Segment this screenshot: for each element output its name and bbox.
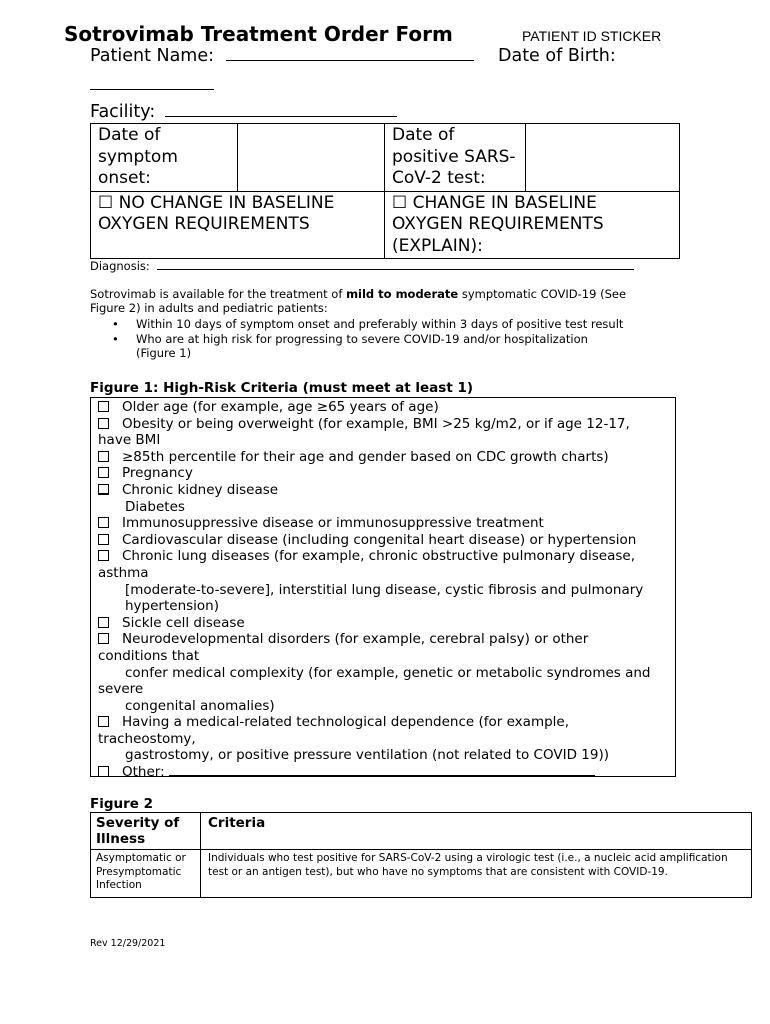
diagnosis-row [90,259,634,274]
change-checkbox[interactable]: ☐ [392,192,408,213]
checkbox[interactable] [98,534,109,545]
severity-header: Severity of Illness [91,813,201,850]
revision-date: Rev 12/29/2021 [90,938,166,949]
form-title: Sotrovimab Treatment Order Form [64,22,453,46]
checkbox[interactable] [98,766,109,777]
criterion-text: severe [98,681,144,698]
figure1-title: Figure 1: High-Risk Criteria (must meet at least 1) [90,380,474,396]
criterion-cardiovascular: Cardiovascular disease (including congenital heart disease) or hypertension [98,532,668,549]
criterion-text: congenital anomalies) [125,697,275,714]
bullet-item-2: • Who are at high risk for progressing to severe COVID-19 and/or hospitalization (Figure 1) [112,331,588,360]
diagnosis-field[interactable] [157,268,634,270]
checkbox[interactable] [98,451,109,462]
dob-field[interactable] [90,89,214,90]
checkbox[interactable] [98,517,109,528]
dob-label: Date of Birth: [498,46,616,66]
change-label: CHANGE IN BASELINE OXYGEN REQUIREMENTS (EXPLAIN): [392,192,604,256]
criterion-text: confer medical complexity (for example, genetic or metabolic syndromes and [125,664,651,681]
bullet-item-1: • Within 10 days of symptom onset and preferably within 3 days of positive test result [112,317,624,331]
patient-name-row [90,46,474,66]
severity-table [90,812,752,898]
criterion-obesity: Obesity or being overweight (for example, BMI >25 kg/m2, or if age 12-17, [98,416,668,433]
patient-name-label: Patient Name: [90,46,215,66]
intro-line-1: Sotrovimab is available for the treatment of mild to moderate symptomatic COVID-19 (See [90,287,627,301]
checkbox[interactable] [98,484,109,495]
intro-line-2: Figure 2) in adults and pediatric patients: [90,301,328,315]
positive-test-label: Date of positive SARS-CoV-2 test: [385,124,526,192]
checkbox[interactable] [98,401,109,412]
criteria-header: Criteria [201,813,752,850]
no-change-checkbox[interactable]: ☐ [98,192,114,213]
criterion-immunosuppressive: Immunosuppressive disease or immunosuppressive treatment [98,515,668,532]
criterion-text: gastrostomy, or positive pressure ventilation (not related to COVID 19)) [125,747,609,764]
checkbox[interactable] [98,418,109,429]
criterion-pregnancy: Pregnancy [98,465,668,482]
facility-label: Facility: [90,102,156,122]
criterion-kidney-disease: Chronic kidney disease [98,482,668,499]
criteria-bullet-list [108,317,623,361]
criterion-tech-dependence: Having a medical-related technological dependence (for example, [98,714,668,731]
criterion-sickle-cell: Sickle cell disease [98,615,668,632]
severity-cell: Asymptomatic or Presymptomatic Infection [91,850,201,898]
criterion-text: asthma [98,564,149,581]
criteria-cell: Individuals who test positive for SARS-CoV-2 using a virologic test (i.e., a nucleic acid amplification test or an antigen test), but who have no symptoms that are consistent with COVID-19. [201,850,752,898]
criterion-text: [moderate-to-severe], interstitial lung disease, cystic fibrosis and pulmonary [125,581,644,598]
other-field[interactable] [169,774,595,776]
figure2-title: Figure 2 [90,796,154,812]
criterion-chronic-lung: Chronic lung diseases (for example, chronic obstructive pulmonary disease, [98,548,668,565]
bullet-dot: • [112,331,119,346]
facility-field[interactable] [165,115,397,117]
criterion-text: hypertension) [125,598,219,615]
criterion-older-age: Older age (for example, age ≥65 years of age) [98,399,668,416]
checkbox[interactable] [98,617,109,628]
positive-test-field[interactable] [526,124,680,192]
checkbox[interactable] [98,716,109,727]
criterion-text: conditions that [98,647,200,664]
criterion-text: have BMI [98,432,161,449]
symptom-onset-label: Date of symptom onset: [91,124,238,192]
intro-bold: mild to moderate [346,287,459,301]
facility-row [90,102,397,122]
checkbox[interactable] [98,633,109,644]
change-oxygen-cell[interactable] [385,191,680,259]
high-risk-criteria-box [90,397,676,781]
patient-name-field[interactable] [226,59,474,61]
checkbox[interactable] [98,467,109,478]
bullet-dot: • [112,317,119,331]
criterion-diabetes: Diabetes [125,498,185,515]
diagnosis-label: Diagnosis: [90,259,150,273]
no-change-oxygen-cell[interactable] [91,191,385,259]
patient-id-sticker-label: PATIENT ID STICKER [522,28,662,44]
patient-info-table [90,123,680,259]
no-change-label: NO CHANGE IN BASELINE OXYGEN REQUIREMENTS [98,192,335,234]
criterion-neurodevelopmental: Neurodevelopmental disorders (for example, cerebral palsy) or other [98,631,668,648]
criterion-bmi-percentile: ≥85th percentile for their age and gender based on CDC growth charts) [98,449,668,466]
symptom-onset-field[interactable] [238,124,385,192]
criterion-other: Other: [98,764,668,781]
criterion-text: tracheostomy, [98,730,196,747]
checkbox[interactable] [98,550,109,561]
